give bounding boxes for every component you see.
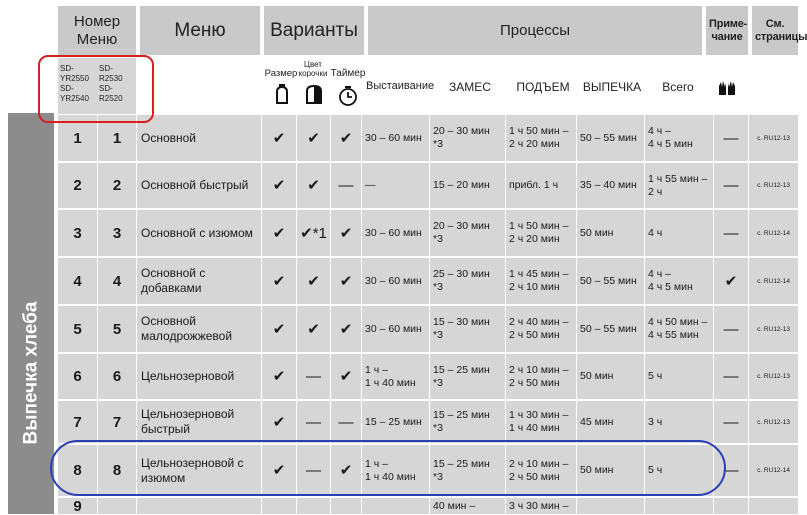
column-divider [748, 163, 749, 208]
column-divider [330, 210, 331, 256]
column-divider [576, 258, 577, 304]
options-header: Варианты [264, 6, 364, 55]
cell-bake: 50 мин [580, 370, 614, 382]
cell-note: — [723, 129, 739, 147]
column-divider [429, 163, 430, 208]
cell-menu: Цельнозерновой с изюмом [141, 455, 244, 485]
cell-total: 4 ч [648, 226, 663, 239]
column-divider [361, 401, 362, 443]
timer-subheader: Таймер [330, 68, 366, 79]
column-divider [748, 445, 749, 496]
gloves-icon [717, 79, 737, 97]
column-divider [505, 258, 506, 304]
column-divider [296, 210, 297, 256]
cell-rest: 15 – 25 мин [365, 415, 422, 428]
cell-rest: 30 – 60 мин [365, 131, 422, 144]
baking-section-label: Выпечка хлеба [8, 113, 54, 514]
cell-crust: ✔*1 [300, 224, 327, 242]
cell-knead: 15 – 25 мин *3 [433, 363, 490, 389]
column-divider [361, 498, 362, 514]
cell-n2: 4 [112, 272, 122, 290]
cell-menu: Основной быстрый [141, 178, 249, 192]
cell-rise: прибл. 1 ч [509, 179, 559, 191]
column-divider [136, 401, 137, 443]
column-divider [57, 401, 58, 443]
column-divider [330, 306, 331, 352]
column-divider [136, 258, 137, 304]
cell-page: с. RU12-13 [757, 418, 790, 426]
size-subheader: Размер [264, 68, 298, 79]
column-divider [576, 354, 577, 399]
column-divider [57, 306, 58, 352]
cell-bake: 50 – 55 мин [580, 322, 637, 335]
row-8-highlight [50, 440, 726, 496]
column-divider [713, 306, 714, 352]
cell-rise: 2 ч 40 мин – 2 ч 50 мин [509, 316, 569, 341]
cell-n2: 2 [112, 177, 122, 194]
column-divider [97, 258, 98, 304]
column-divider [748, 258, 749, 304]
column-divider [644, 210, 645, 256]
cell-bake: 50 мин [580, 464, 614, 476]
cell-n1: 4 [73, 272, 82, 290]
cell-size: ✔ [272, 462, 286, 479]
cell-timer: — [338, 413, 354, 431]
model-highlight [38, 55, 154, 123]
column-divider [261, 306, 262, 352]
cell-timer: ✔ [339, 320, 353, 338]
bake-subheader: ВЫПЕЧКА [582, 80, 642, 94]
column-divider [505, 210, 506, 256]
column-divider [713, 401, 714, 443]
cell-timer [331, 498, 361, 514]
column-divider [330, 354, 331, 399]
cell-size [262, 498, 296, 514]
column-divider [361, 163, 362, 208]
cell-knead: 15 – 30 мин *3 [433, 316, 490, 341]
cell-rise: 1 ч 30 мин – 1 ч 40 мин [509, 409, 569, 434]
cell-timer: — [338, 177, 354, 194]
column-divider [713, 115, 714, 161]
processes-header: Процессы [368, 6, 702, 55]
column-divider [505, 401, 506, 443]
rise-subheader: ПОДЪЕМ [516, 80, 570, 94]
column-divider [644, 306, 645, 352]
cell-n1: 1 [73, 129, 82, 147]
cell-bake: 45 мин [580, 415, 614, 428]
cell-menu: Основной малодрожжевой [141, 314, 233, 343]
column-divider [361, 258, 362, 304]
cell-crust [297, 498, 330, 514]
cell-total: 3 ч [648, 415, 663, 428]
cell-menu: Цельнозерновой [141, 369, 235, 383]
cell-bake: 50 мин [580, 226, 614, 239]
cell-rest: 1 ч – 1 ч 40 мин [365, 457, 416, 483]
column-divider [330, 258, 331, 304]
menu-number-header: Номер Меню [58, 6, 136, 55]
cell-n2: 1 [112, 129, 122, 147]
column-divider [261, 354, 262, 399]
cell-page: с. RU12-14 [757, 277, 790, 285]
cell-crust: ✔ [307, 320, 320, 338]
crust-subheader: Цвет корочки [298, 60, 328, 78]
cell-n2: 3 [112, 224, 122, 242]
column-divider [97, 401, 98, 443]
column-divider [57, 498, 58, 514]
cell-page: с. RU12-14 [757, 467, 790, 474]
column-divider [361, 354, 362, 399]
cell-size: ✔ [272, 272, 286, 290]
column-divider [136, 210, 137, 256]
column-divider [261, 163, 262, 208]
cell-crust: — [306, 368, 321, 385]
column-divider [296, 306, 297, 352]
cell-page [749, 498, 798, 514]
column-divider [644, 258, 645, 304]
column-divider [505, 163, 506, 208]
cell-rise: 2 ч 10 мин – 2 ч 50 мин [509, 457, 569, 483]
column-divider [261, 115, 262, 161]
column-divider [97, 498, 98, 514]
column-divider [57, 258, 58, 304]
menu-header: Меню [140, 6, 260, 55]
cell-total: 4 ч – 4 ч 5 мин [648, 268, 693, 293]
cell-crust: — [306, 413, 321, 431]
cell-total [645, 498, 713, 514]
column-divider [748, 354, 749, 399]
column-divider [429, 306, 430, 352]
cell-size: ✔ [272, 413, 286, 431]
cell-total: 4 ч 50 мин – 4 ч 55 мин [648, 316, 708, 341]
column-divider [713, 354, 714, 399]
cell-knead: 15 – 25 мин *3 [433, 457, 490, 483]
cell-knead: 20 – 30 мин *3 [433, 125, 490, 150]
cell-size: ✔ [272, 177, 286, 194]
cell-menu: Основной с добавками [141, 266, 206, 295]
cell-n1: 7 [73, 413, 82, 431]
cell-knead: 25 – 30 мин *3 [433, 268, 490, 293]
cell-size: ✔ [272, 129, 286, 147]
column-divider [57, 354, 58, 399]
cell-menu: Цельнозерновой быстрый [141, 407, 235, 436]
column-divider [136, 498, 137, 514]
cell-rise: 2 ч 10 мин – 2 ч 50 мин [509, 363, 569, 389]
column-divider [57, 210, 58, 256]
cell-note: — [723, 413, 739, 431]
cell-rest: 30 – 60 мин [365, 274, 422, 287]
cell-size: ✔ [272, 224, 286, 242]
column-divider [429, 258, 430, 304]
cell-n1: 8 [73, 462, 82, 479]
column-divider [330, 498, 331, 514]
cell-n1: 3 [73, 224, 82, 242]
column-divider [505, 354, 506, 399]
cell-bake: 50 – 55 мин [580, 131, 637, 144]
column-divider [576, 115, 577, 161]
column-divider [713, 258, 714, 304]
column-divider [296, 401, 297, 443]
cell-n2: 6 [112, 368, 122, 385]
cell-total: 5 ч [648, 370, 663, 382]
column-divider [57, 163, 58, 208]
note-header: Приме-чание [706, 6, 748, 55]
cell-n2 [98, 498, 136, 514]
cell-crust: ✔ [307, 129, 320, 147]
cell-rise: 3 ч 30 мин – [509, 499, 569, 512]
cell-size: ✔ [272, 320, 286, 338]
cell-note: — [723, 368, 739, 385]
column-divider [296, 115, 297, 161]
cell-rest: 30 – 60 мин [365, 226, 422, 239]
column-divider [330, 115, 331, 161]
cell-timer: ✔ [339, 272, 353, 290]
column-divider [97, 306, 98, 352]
see-page-header: См. страницы [752, 6, 798, 55]
column-divider [261, 498, 262, 514]
cell-bake: 50 – 55 мин [580, 274, 637, 287]
cell-n2: 7 [112, 413, 122, 431]
cell-menu [137, 498, 261, 514]
column-divider [748, 115, 749, 161]
cell-knead: 40 мин – [433, 499, 476, 512]
cell-timer: ✔ [339, 129, 353, 147]
column-divider [748, 306, 749, 352]
column-divider [296, 498, 297, 514]
column-divider [136, 306, 137, 352]
column-divider [748, 498, 749, 514]
cell-total: 5 ч [648, 464, 663, 476]
cell-note: — [723, 177, 739, 194]
column-divider [576, 306, 577, 352]
column-divider [97, 163, 98, 208]
cell-note: ✔ [724, 272, 738, 290]
cell-rest: — [365, 179, 376, 191]
cell-n2: 8 [112, 462, 122, 479]
cell-n1: 5 [73, 320, 82, 338]
cell-rise: 1 ч 50 мин – 2 ч 20 мин [509, 125, 569, 150]
column-divider [296, 258, 297, 304]
column-divider [644, 115, 645, 161]
cell-page: с. RU12-14 [757, 229, 790, 237]
column-divider [748, 210, 749, 256]
column-divider [261, 210, 262, 256]
column-divider [429, 210, 430, 256]
timer-icon [338, 86, 358, 106]
cell-timer: ✔ [339, 462, 353, 479]
cell-total: 1 ч 55 мин – 2 ч [648, 172, 708, 198]
column-divider [748, 401, 749, 443]
cell-knead: 20 – 30 мин *3 [433, 220, 490, 245]
cell-rest: 30 – 60 мин [365, 322, 422, 335]
column-divider [644, 354, 645, 399]
cell-crust: ✔ [307, 272, 320, 290]
cell-page: с. RU12-13 [757, 182, 790, 189]
column-divider [261, 401, 262, 443]
column-divider [296, 163, 297, 208]
cell-crust: — [306, 462, 321, 479]
rest-subheader: Выстаивание [366, 80, 435, 92]
column-divider [136, 354, 137, 399]
cell-knead: 15 – 25 мин *3 [433, 409, 490, 434]
column-divider [429, 354, 430, 399]
cell-total: 4 ч – 4 ч 5 мин [648, 125, 693, 150]
column-divider [429, 115, 430, 161]
cell-note: — [723, 224, 739, 242]
column-divider [576, 163, 577, 208]
cell-knead: 15 – 20 мин [433, 179, 490, 191]
column-divider [97, 210, 98, 256]
cell-n1: 6 [73, 368, 82, 385]
column-divider [296, 354, 297, 399]
cell-menu: Основной с изюмом [141, 225, 253, 240]
bread-size-icon [273, 84, 291, 104]
column-divider [576, 498, 577, 514]
cell-page: с. RU12-13 [757, 325, 790, 333]
cell-bake [577, 498, 644, 514]
column-divider [261, 258, 262, 304]
column-divider [505, 115, 506, 161]
cell-note [714, 498, 748, 514]
cell-n2: 5 [112, 320, 122, 338]
column-divider [429, 401, 430, 443]
cell-n1: 2 [73, 177, 82, 194]
crust-color-icon [305, 84, 323, 104]
column-divider [576, 401, 577, 443]
cell-rest: 1 ч – 1 ч 40 мин [365, 363, 416, 389]
cell-rise: 1 ч 50 мин – 2 ч 20 мин [509, 220, 569, 245]
column-divider [429, 498, 430, 514]
column-divider [644, 498, 645, 514]
cell-timer: ✔ [339, 224, 353, 242]
cell-page: с. RU12-13 [757, 134, 790, 142]
column-divider [644, 401, 645, 443]
cell-note: — [723, 320, 739, 338]
cell-size: ✔ [272, 368, 286, 385]
column-divider [136, 163, 137, 208]
column-divider [576, 210, 577, 256]
column-divider [644, 163, 645, 208]
column-divider [505, 498, 506, 514]
cell-menu: Основной [141, 130, 197, 145]
cell-rest [362, 498, 429, 514]
column-divider [361, 306, 362, 352]
cell-crust: ✔ [307, 177, 320, 194]
column-divider [330, 163, 331, 208]
column-divider [505, 306, 506, 352]
cell-n1: 9 [73, 497, 82, 515]
model-list-2: SD- R2530 SD- R2520 [99, 64, 123, 103]
column-divider [97, 354, 98, 399]
cell-rise: 1 ч 45 мин – 2 ч 10 мин [509, 268, 569, 293]
column-divider [713, 163, 714, 208]
column-divider [361, 210, 362, 256]
cell-page: с. RU12-13 [757, 373, 790, 380]
cell-timer: ✔ [339, 368, 353, 385]
knead-subheader: ЗАМЕС [449, 80, 491, 94]
column-divider [330, 401, 331, 443]
column-divider [713, 210, 714, 256]
total-subheader: Всего [662, 80, 694, 94]
column-divider [713, 498, 714, 514]
column-divider [361, 115, 362, 161]
cell-note: — [723, 462, 739, 479]
model-list-1: SD- YR2550 SD- YR2540 [60, 64, 89, 103]
cell-bake: 35 – 40 мин [580, 179, 637, 191]
